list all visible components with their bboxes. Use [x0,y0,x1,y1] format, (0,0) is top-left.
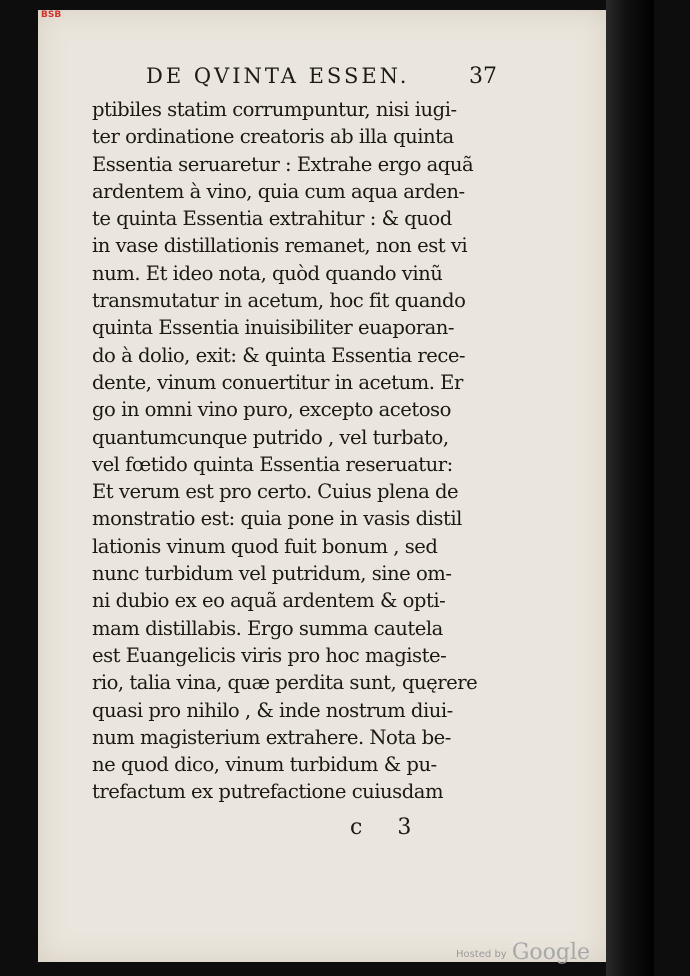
signature-mark: c 3 [350,815,426,840]
text-line: ardentem à vino, quia cum aqua arden- [92,179,465,203]
text-line: in vase distillationis remanet, non est vi [92,234,468,258]
text-line: Et verum est pro certo. Cuius plena de [92,480,459,504]
text-line: quinta Essentia inuisibiliter euaporan- [92,316,455,340]
text-line: num magisterium extrahere. Nota be- [92,725,451,749]
text-line: num. Et ideo nota, quòd quando vinũ [92,261,443,285]
text-line: transmutatur in acetum, hoc fit quando [92,289,466,313]
hosted-by-label: Hosted by [456,949,507,960]
text-line: Essentia seruaretur : Extrahe ergo aquã [92,152,474,176]
text-line: rio, talia vina, quæ perdita sunt, quęrere [92,671,478,695]
body-text [92,96,502,806]
text-line: ne quod dico, vinum turbidum & pu- [92,753,437,777]
text-line: trefactum ex putrefactione cuiusdam [92,780,444,804]
text-line: do à dolio, exit: & quinta Essentia rece- [92,343,466,367]
text-line: te quinta Essentia extrahitur : & quod [92,207,452,231]
text-line: est Euangelicis viris pro hoc magiste- [92,643,447,667]
text-line: mam distillabis. Ergo summa cautela [92,616,443,640]
text-line: go in omni vino puro, excepto acetoso [92,398,451,422]
text-line: nunc turbidum vel putridum, sine om- [92,562,452,586]
text-line: lationis vinum quod fuit bonum , sed [92,534,438,558]
text-line: vel fœtido quinta Essentia reseruatur: [92,452,453,476]
text-line: ni dubio ex eo aquã ardentem & opti- [92,589,446,613]
running-title: DE QVINTA ESSEN. [146,64,410,88]
google-logo: Google [511,940,591,965]
hosted-by-google[interactable] [456,940,590,965]
text-line: dente, vinum conuertitur in acetum. Er [92,370,463,394]
text-line: ter ordinatione creatoris ab illa quinta [92,125,454,149]
page-number: 37 [469,64,497,89]
text-line: ptibiles statim corrumpuntur, nisi iugi- [92,98,457,121]
library-watermark: BSB [41,10,62,20]
text-line: monstratio est: quia pone in vasis distil [92,507,462,531]
page-edge-shadow [606,0,654,976]
text-line: quantumcunque putrido , vel turbato, [92,425,449,449]
text-line: quasi pro nihilo , & inde nostrum diui- [92,698,453,722]
